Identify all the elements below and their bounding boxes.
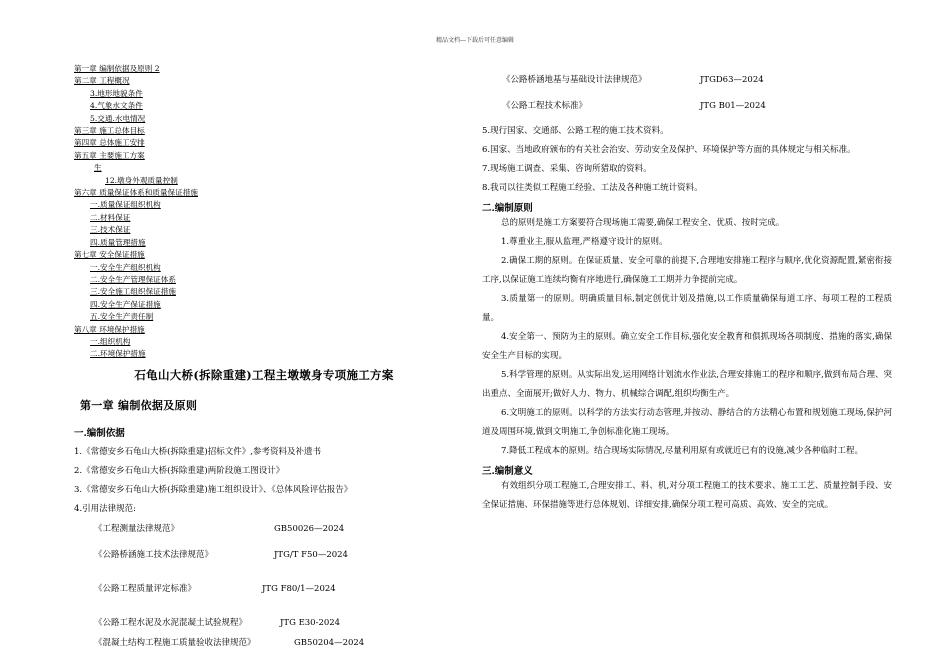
principles-intro: 总的原则是施工方案要符合现场施工需要,确保工程安全、优质、按时完成。 (501, 218, 785, 228)
toc-entry[interactable]: 第六章 质量保证体系和质量保证措施 (74, 188, 198, 198)
standard-row (94, 615, 474, 631)
toc-entry[interactable]: 二.材料保证 (90, 212, 131, 222)
section-heading-basis: 一.编制依据 (74, 427, 125, 439)
toc-entry[interactable]: 第三章 施工总体目标 (74, 126, 145, 136)
table-of-contents (74, 63, 474, 361)
toc-entry[interactable]: 一.质量保证组织机构 (90, 200, 161, 210)
standard-name: 《公路工程技术标准》 (502, 101, 588, 111)
standard-row (502, 72, 892, 88)
principle-item: 2.确保工期的原则。在保证质量、安全可靠的前提下,合理地安排施工程序与顺序,优化资源配置,紧密衔接工序,以保证施工连续均衡有序地进行,确保施工工期并力争提前完成。 (482, 256, 892, 285)
standard-row (94, 547, 474, 563)
standard-code: GB50026—2024 (274, 523, 345, 534)
standard-name: 《公路桥涵施工技术法律规范》 (94, 549, 214, 560)
toc-entry[interactable]: 第五章 主要施工方案 (74, 150, 145, 160)
toc-entry[interactable]: 第四章 总体施工安排 (74, 138, 145, 148)
principle-item: 7.降低工程成本的原则。结合现场实际情况,尽量利用原有或就近已有的设施,减少各种临时工程。 (501, 446, 864, 456)
toc-entry[interactable]: 一.安全生产组织机构 (90, 262, 161, 272)
significance-text: 有效组织分项工程施工,合理安排工、料、机,对分项工程施工的技术要求、施工工艺、质量控制手段、安全保证措施、环保措施等进行总体规划、详细安排,确保分项工程可高质、高效、安全的完成。 (482, 481, 892, 510)
toc-entry[interactable]: 第七章 安全保证措施 (74, 250, 145, 260)
principle-item: 3.质量第一的原则。明确质量目标,制定创优计划及措施,以工作质量确保每道工序、每项工程的工程质量。 (482, 294, 892, 323)
standard-row (94, 635, 474, 651)
toc-entry[interactable]: 第八章 环境保护措施 (74, 324, 145, 334)
toc-entry[interactable]: 四.安全生产保证措施 (90, 299, 161, 309)
basis-item: 1.《常德安乡石龟山大桥(拆除重建)招标文件》,参考资料及补遗书 (74, 446, 321, 457)
toc-entry[interactable]: 三.安全施工组织保证措施 (90, 287, 176, 297)
standard-code: JTG/T F50—2024 (274, 549, 348, 560)
basis-item: 8.我司以往类似工程施工经验、工法及各种施工统计资料。 (482, 183, 703, 193)
toc-entry[interactable]: 二.环境保护措施 (90, 349, 146, 359)
right-column (482, 72, 892, 515)
toc-entry[interactable]: 五.安全生产责任制 (90, 312, 154, 322)
toc-entry[interactable]: 4.气象水文条件 (90, 101, 143, 111)
toc-entry[interactable]: 第一章 编制依据及原则 2 (74, 64, 160, 73)
basis-item: 6.国家、当地政府颁布的有关社会治安、劳动安全及保护、环境保护等方面的具体规定与相关标准。 (482, 145, 856, 155)
standard-code: JTGD63—2024 (700, 75, 764, 85)
standard-row (94, 581, 474, 597)
standard-name: 《公路工程水泥及水泥混凝土试验规程》 (94, 617, 248, 628)
standard-name: 《公路桥涵地基与基础设计法律规范》 (502, 75, 647, 85)
standard-name: 《公路工程质量评定标准》 (94, 583, 197, 594)
toc-entry[interactable]: 四.质量管理措施 (90, 237, 146, 247)
toc-entry[interactable]: 第二章 工程概况 (74, 76, 130, 86)
standard-row (94, 521, 474, 537)
standard-code: JTG F80/1—2024 (262, 583, 336, 594)
standard-code: JTG E30-2024 (280, 617, 341, 628)
toc-entry[interactable]: 三.技术保证 (90, 225, 131, 235)
principle-item: 1.尊重业主,服从监理,严格遵守设计的原则。 (501, 237, 668, 247)
principle-item: 4.安全第一、预防为主的原则。确立安全工作目标,强化安全教育和俱抓现场各项制度、措施的落实,确保安全生产目标的实现。 (482, 332, 892, 361)
toc-entry[interactable]: 二.安全生产管理保证体系 (90, 274, 176, 284)
principle-item: 6.文明施工的原则。以科学的方法实行动态管理,并按动、静结合的方法精心布置和规划施工现场,保护河道及周围环境,做到文明施工,争创标准化施工现场。 (482, 408, 892, 437)
basis-item: 4.引用法律规范: (74, 503, 136, 514)
basis-item: 5.现行国家、交通部、公路工程的施工技术资料。 (482, 126, 669, 136)
standard-name: 《混凝土结构工程施工质量验收法律规范》 (94, 637, 256, 648)
basis-item: 3.《常德安乡石龟山大桥(拆除重建)施工组织设计》、《总体风险评估报告》 (74, 484, 353, 495)
document-title: 石龟山大桥(拆除重建)工程主墩墩身专项施工方案 (134, 367, 394, 382)
toc-entry[interactable]: 12.墩身外观质量控制 (105, 175, 178, 185)
section-heading-significance: 三.编制意义 (482, 466, 533, 477)
toc-entry[interactable]: 5.交通.水电情况 (90, 113, 146, 123)
toc-entry[interactable]: 一.组织机构 (90, 336, 131, 346)
toc-entry[interactable]: 生 (94, 163, 102, 173)
section-heading-principles: 二.编制原则 (482, 203, 533, 214)
standard-code: GB50204—2024 (294, 637, 365, 648)
standard-code: JTG B01—2024 (700, 101, 766, 111)
standard-row (502, 98, 892, 114)
principle-item: 5.科学管理的原则。从实际出发,运用网络计划流水作业法,合理安排施工的程序和顺序,做到布局合理、突出重点、全面展开;做好人力、物力、机械综合调配,组织均衡生产。 (482, 370, 892, 399)
standard-name: 《工程测量法律规范》 (94, 523, 180, 534)
left-column (74, 63, 474, 651)
chapter-title: 第一章 编制依据及原则 (80, 398, 198, 412)
page-header: 精品文档---下载后可任意编辑 (435, 37, 515, 44)
basis-item: 7.现场施工调查、采集、咨询所猎取的资料。 (482, 164, 652, 174)
basis-item: 2.《常德安乡石龟山大桥(拆除重建)两阶段施工图设计》 (74, 465, 285, 476)
toc-entry[interactable]: 3.地形地貌条件 (90, 88, 143, 98)
